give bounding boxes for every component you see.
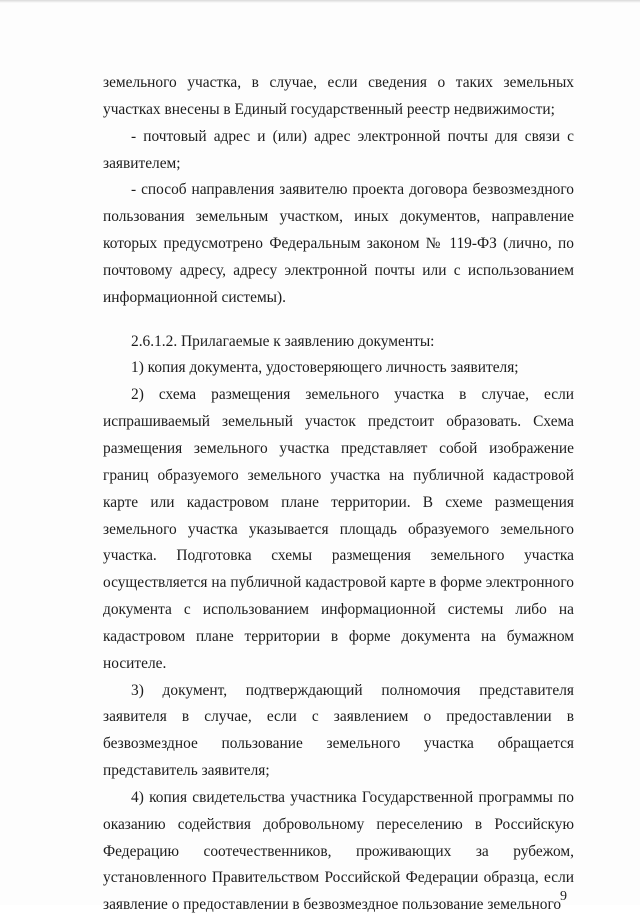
page-number: 9 [560, 889, 567, 904]
list-item-2: 2) схема размещения земельного участка в случае, если испрашиваемый земельный участок предстоит образовать. Схема размещения земельного участка представляет собой изображение границ образуемого земельного участка на публичной кадастровой карте или кадастровом плане территории. В схеме размещения земельного участка указывается площадь образуемого земельного участка. Подготовка схемы размещения земельного участка осуществляется на публичной кадастровой карте в форме электронного документа с использованием информационной системы либо на кадастровом плане территории в форме документа на бумажном носителе. [103, 386, 574, 672]
paragraph-delivery-method: - способ направления заявителю проекта договора безвозмездного пользования земельным участком, иных документов, направление которых предусмотрено Федеральным законом № 119-ФЗ (лично, по почтовому адресу, адресу электронной почты или с использованием информационной системы). [103, 181, 574, 306]
document-body [103, 70, 574, 919]
section-heading-attached-documents: 2.6.1.2. Прилагаемые к заявлению документы: [131, 332, 435, 350]
list-item-3: 3) документ, подтверждающий полномочия представителя заявителя в случае, если с заявлением о предоставлении в безвозмездное пользование земельного участка обращается представитель заявителя; [103, 681, 574, 780]
paragraph-postal-address: - почтовый адрес и (или) адрес электронной почты для связи с заявителем; [103, 127, 574, 172]
list-item-1: 1) копия документа, удостоверяющего личность заявителя; [131, 359, 519, 377]
paragraph-continuation: земельного участка, в случае, если сведения о таких земельных участках внесены в Единый государственный реестр недвижимости; [103, 74, 574, 118]
list-item-4: 4) копия свидетельства участника Государственной программы по оказанию содействия добровольному переселению в Российскую Федерацию соотечественников, проживающих за рубежом, установленного Правительством Российской Федерации образца, если заявление о предоставлении в безвозмездное пользование земельного [103, 788, 574, 914]
scan-top-edge [0, 0, 640, 3]
